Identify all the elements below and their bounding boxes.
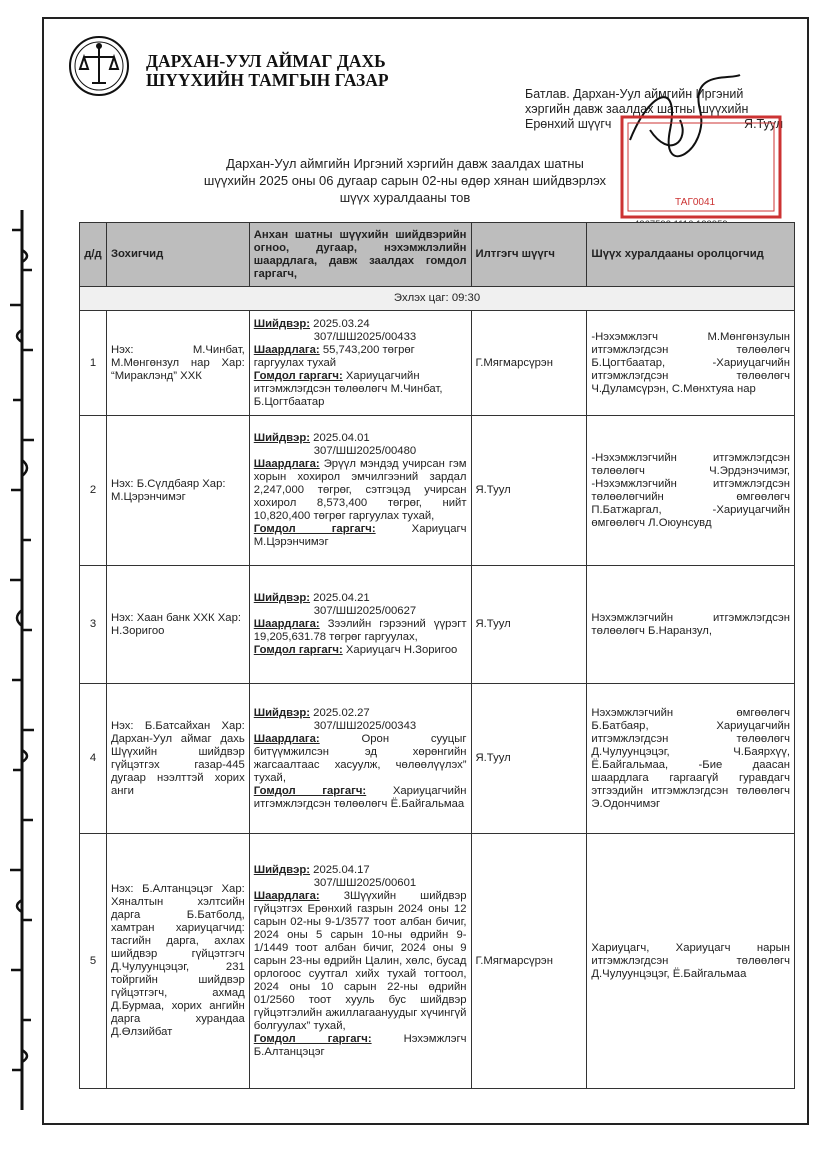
official-stamp: ТАГ0041 [620,115,782,230]
table-row: 5 Нэх: Б.Алтанцэцэг Хар: Хяналтын хэлтсийн дарга Б.Батболд, хамтран хариуцагчид: тасгийн дарга, ахлах шийдвэр гүйцэтгэгч Д.Чулуунцэцэг, 231 тойргийн шийдвэр гүйцэтгэгч, ахмад Д.Бурмаа, хорих ангийн дарга хурандаа Д.Өлзийбат Шийдвэр: 2025.04.17 307/ШШ2025/00601 Шаардлага: 3Шүүхийн шийдвэр гүйцэтгэх Ерөнхий газрын 2024 оны 12 сарын 02-ны 9-1/3577 тоот албан бичиг, 2024 оны 5 сарын 10-ны өдрийн 9-1/1449 тоот албан бичиг, 2024 оны 9 сарын 23-ны өдрийн Цалин, хөлс, бусад орлогоос суутгал хийх тухай тогтоол, 2024 оны 10 сарын 22-ны өдрийн 01/2560 тоот хууль бус шийдвэр гүйцэтгэлийн ажиллагаануудыг хүчингүй болгуулах” тухай, Гомдол гаргагч: Нэхэмжлэгч Б.Алтанцэцэг Г.Мягмарсүрэн Хариуцагч, Хариуцагч нарын итгэмжлэгдсэн төлөөлөгч Д.Чулуунцэцэг, Ё.Байгальмаа [80,834,795,1089]
document-title: Дархан-Уул аймгийн Иргэний хэргийн давж заалдах шатны шүүхийн 2025 оны 06 дугаар сарын 02-ны өдөр хянан шийдвэрлэх шүүх хуралдааны тов [203,156,607,205]
header-judge: Илтгэгч шүүгч [471,223,587,287]
court-emblem-icon [68,35,130,97]
header-participants: Шүүх хуралдааны оролцогчид [587,223,795,287]
header-num: д/д [80,223,107,287]
start-time: Эхлэх цаг: 09:30 [80,287,795,311]
table-header-row [80,223,795,287]
table-row: 2 Нэх: Б.Сүлдбаяр Хар: М.Цэрэнчимэг Шийдвэр: 2025.04.01 307/ШШ2025/00480 Шаардлага: Эрүүл мэндэд учирсан гэм хорын хохирол эмчилгээний зардал 2,247,000 төгрөг, сэтгэцэд учирсан хохирол 8,573,400 төгрөг, нийт 10,820,400 төгрөг гаргуулах тухай, Гомдол гаргагч: Хариуцагч М.Цэрэнчимэг Я.Туул -Нэхэмжлэгчийн итгэмжлэгдсэн төлөөлөгч Ч.Эрдэнэчимэг, -Нэхэмжлэгчийн итгэмжлэгдсэн төлөөлөгчийн өмгөөлөгч П.Батжаргал, -Хариуцагчийн өмгөөлөгч Л.Оюунсувд [80,416,795,566]
approval-block: Батлав. Дархан-Уул аймгийн Иргэний хэргийн давж заалдах шатны шүүхийн Ерөнхий шүүгч Я.Туул [525,87,783,131]
table-row: 1 Нэх: М.Чинбат, М.Мөнгөнзул нар Хар: “Мираклэнд” ХХК Шийдвэр: 2025.03.24 307/ШШ2025/00433 Шаардлага: 55,743,200 төгрөг гаргуулах тухай Гомдол гаргагч: Хариуцагчийн итгэмжлэгдсэн төлөөлөгч М.Чинбат, Б.Цогтбаатар Г.Мягмарсүрэн -Нэхэмжлэгч М.Мөнгөнзулын итгэмжлэгдсэн төлөөлөгч Б.Цогтбаатар, -Хариуцагчийн итгэмжлэгдсэн төлөөлөгч Ч.Дуламсүрэн, С.Мөнхтуяа нар [80,311,795,416]
header-parties: Зохигчид [106,223,249,287]
table-row: 4 Нэх: Б.Батсайхан Хар: Дархан-Уул аймаг дахь Шүүхийн шийдвэр гүйцэтгэх газар-445 дугаар нээлттэй хорих анги Шийдвэр: 2025.02.27 307/ШШ2025/00343 Шаардлага: Орон сууцыг битүүмжилсэн эд хөрөнгийн жагсаалтаас хасуулж, чөлөөлүүлэх” тухай, Гомдол гаргагч: Хариуцагчийн итгэмжлэгдсэн төлөөлөгч Ё.Байгальмаа Я.Туул Нэхэмжлэгчийн өмгөөлөгч Б.Батбаяр, Хариуцагчийн итгэмжлэгдсэн төлөөлөгч Д.Чулуунцэцэг, Ч.Баярхүү, Ё.Байгальмаа, -Бие даасан шаардлага гаргаагүй гуравдагч этгээдийн итгэмжлэгдсэн төлөөлөгч Э.Одончимэг [80,684,795,834]
organization-name: ДАРХАН-УУЛ АЙМАГ ДАХЬ ШҮҮХИЙН ТАМГЫН ГАЗАР [146,51,389,90]
vertical-mongolian-script [4,210,40,1110]
schedule-table [79,222,795,1089]
header-decision: Анхан шатны шүүхийн шийдвэрийн огноо, дугаар, нэхэмжлэлийн шаардлага, давж заалдах гомдол гаргагч, [249,223,471,287]
table-row: 3 Нэх: Хаан банк ХХК Хар: Н.Зоригоо Шийдвэр: 2025.04.21 307/ШШ2025/00627 Шаардлага: Зээлийн гэрээний үүрэгт 19,205,631.78 төгрөг гаргуулах, Гомдол гаргагч: Хариуцагч Н.Зоригоо Я.Туул Нэхэмжлэгчийн итгэмжлэгдсэн төлөөлөгч Б.Наранзул, [80,566,795,684]
